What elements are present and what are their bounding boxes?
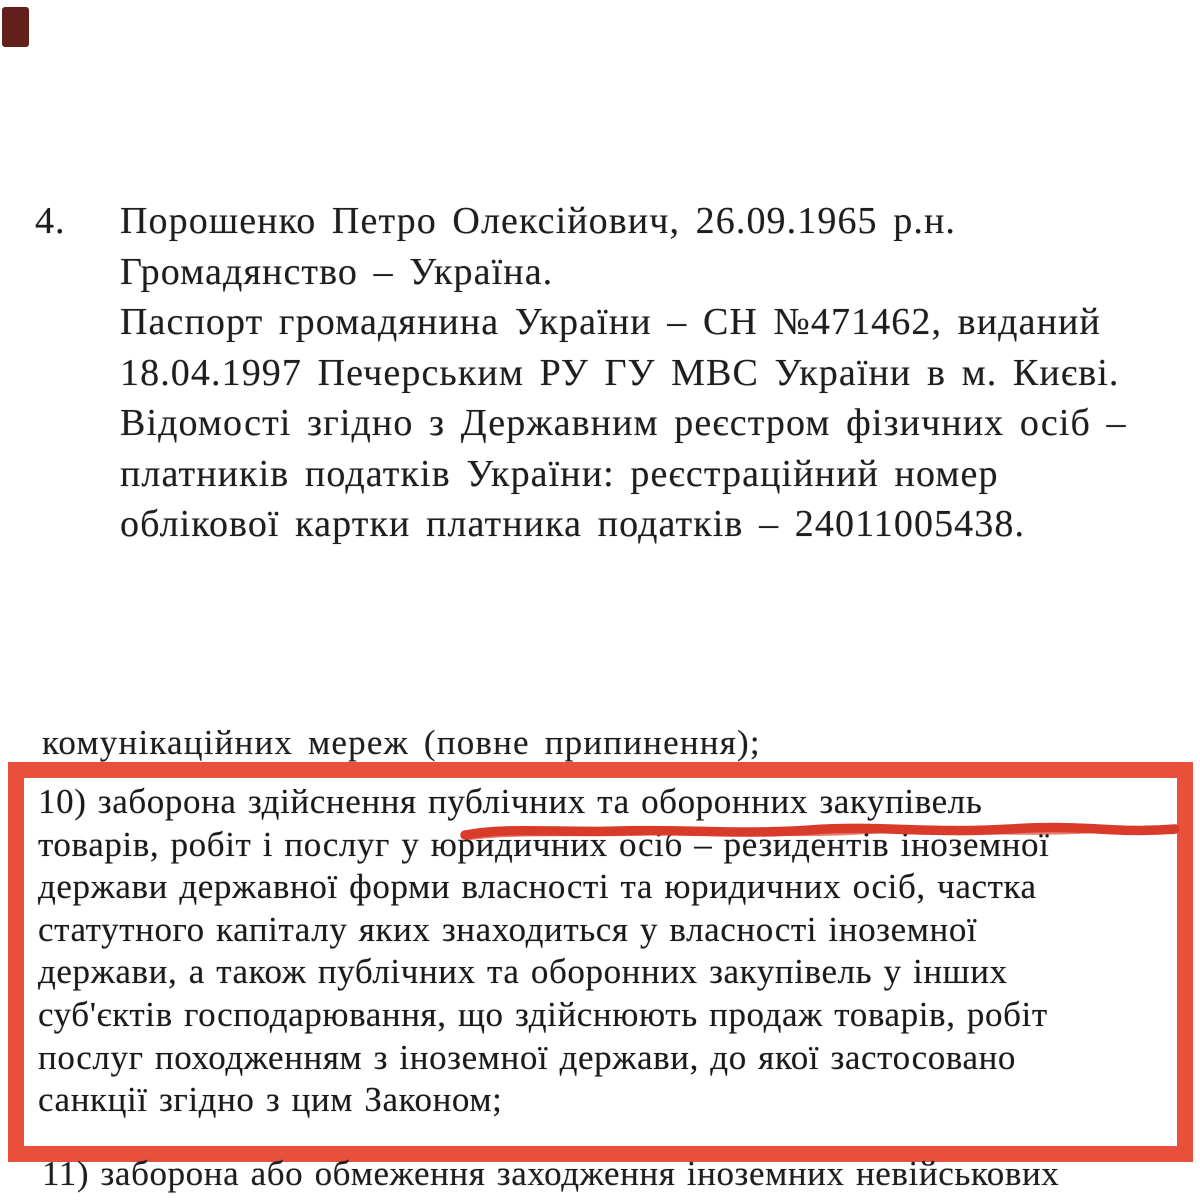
clipped-line-below-box: [42, 1154, 1172, 1193]
paragraph-item-4: [35, 196, 1127, 550]
text-line: держави, а також публічних та оборонних закупівель у інших: [38, 952, 1008, 992]
text-line: Паспорт громадянина України – СН №471462, виданий: [120, 301, 1101, 343]
text-line: 18.04.1997 Печерським РУ ГУ МВС України в м. Києві.: [120, 351, 1120, 394]
text-line: держави державної форми власності та юридичних осіб, частка: [38, 867, 1037, 907]
item-text-block: [120, 196, 1127, 550]
text-line: товарів, робіт і послуг у юридичних осіб – резидентів іноземної: [38, 824, 1050, 864]
text-line: 11) заборона або обмеження заходження іноземних невійськових: [42, 1154, 1060, 1193]
text-line: Відомості згідно з Державним реєстром фізичних осіб –: [120, 402, 1127, 444]
text-line: платників податків України: реєстраційний номер: [120, 452, 999, 495]
text-line: облікової картки платника податків – 24011005438.: [120, 503, 1026, 545]
text-line: Громадянство – Україна.: [120, 250, 554, 293]
text-line: 10) заборона здійснення публічних та оборонних закупівель: [38, 782, 983, 821]
item-number: 4.: [35, 200, 66, 242]
text-line: Порошенко Петро Олексійович, 26.09.1965 р.н.: [120, 200, 956, 242]
text-line: комунікаційних мереж (повне припинення);: [42, 723, 761, 762]
text-line: суб'єктів господарювання, що здійснюють продаж товарів, робіт: [38, 994, 1048, 1034]
corner-crop-artifact: [2, 7, 29, 47]
text-line: послуг походженням з іноземної держави, до якої застосовано: [38, 1037, 1017, 1077]
highlight-box: [8, 762, 1193, 1162]
text-line: статутного капіталу яких знаходиться у власності іноземної: [38, 909, 978, 949]
text-line: санкції згідно з цим Законом;: [38, 1080, 503, 1120]
